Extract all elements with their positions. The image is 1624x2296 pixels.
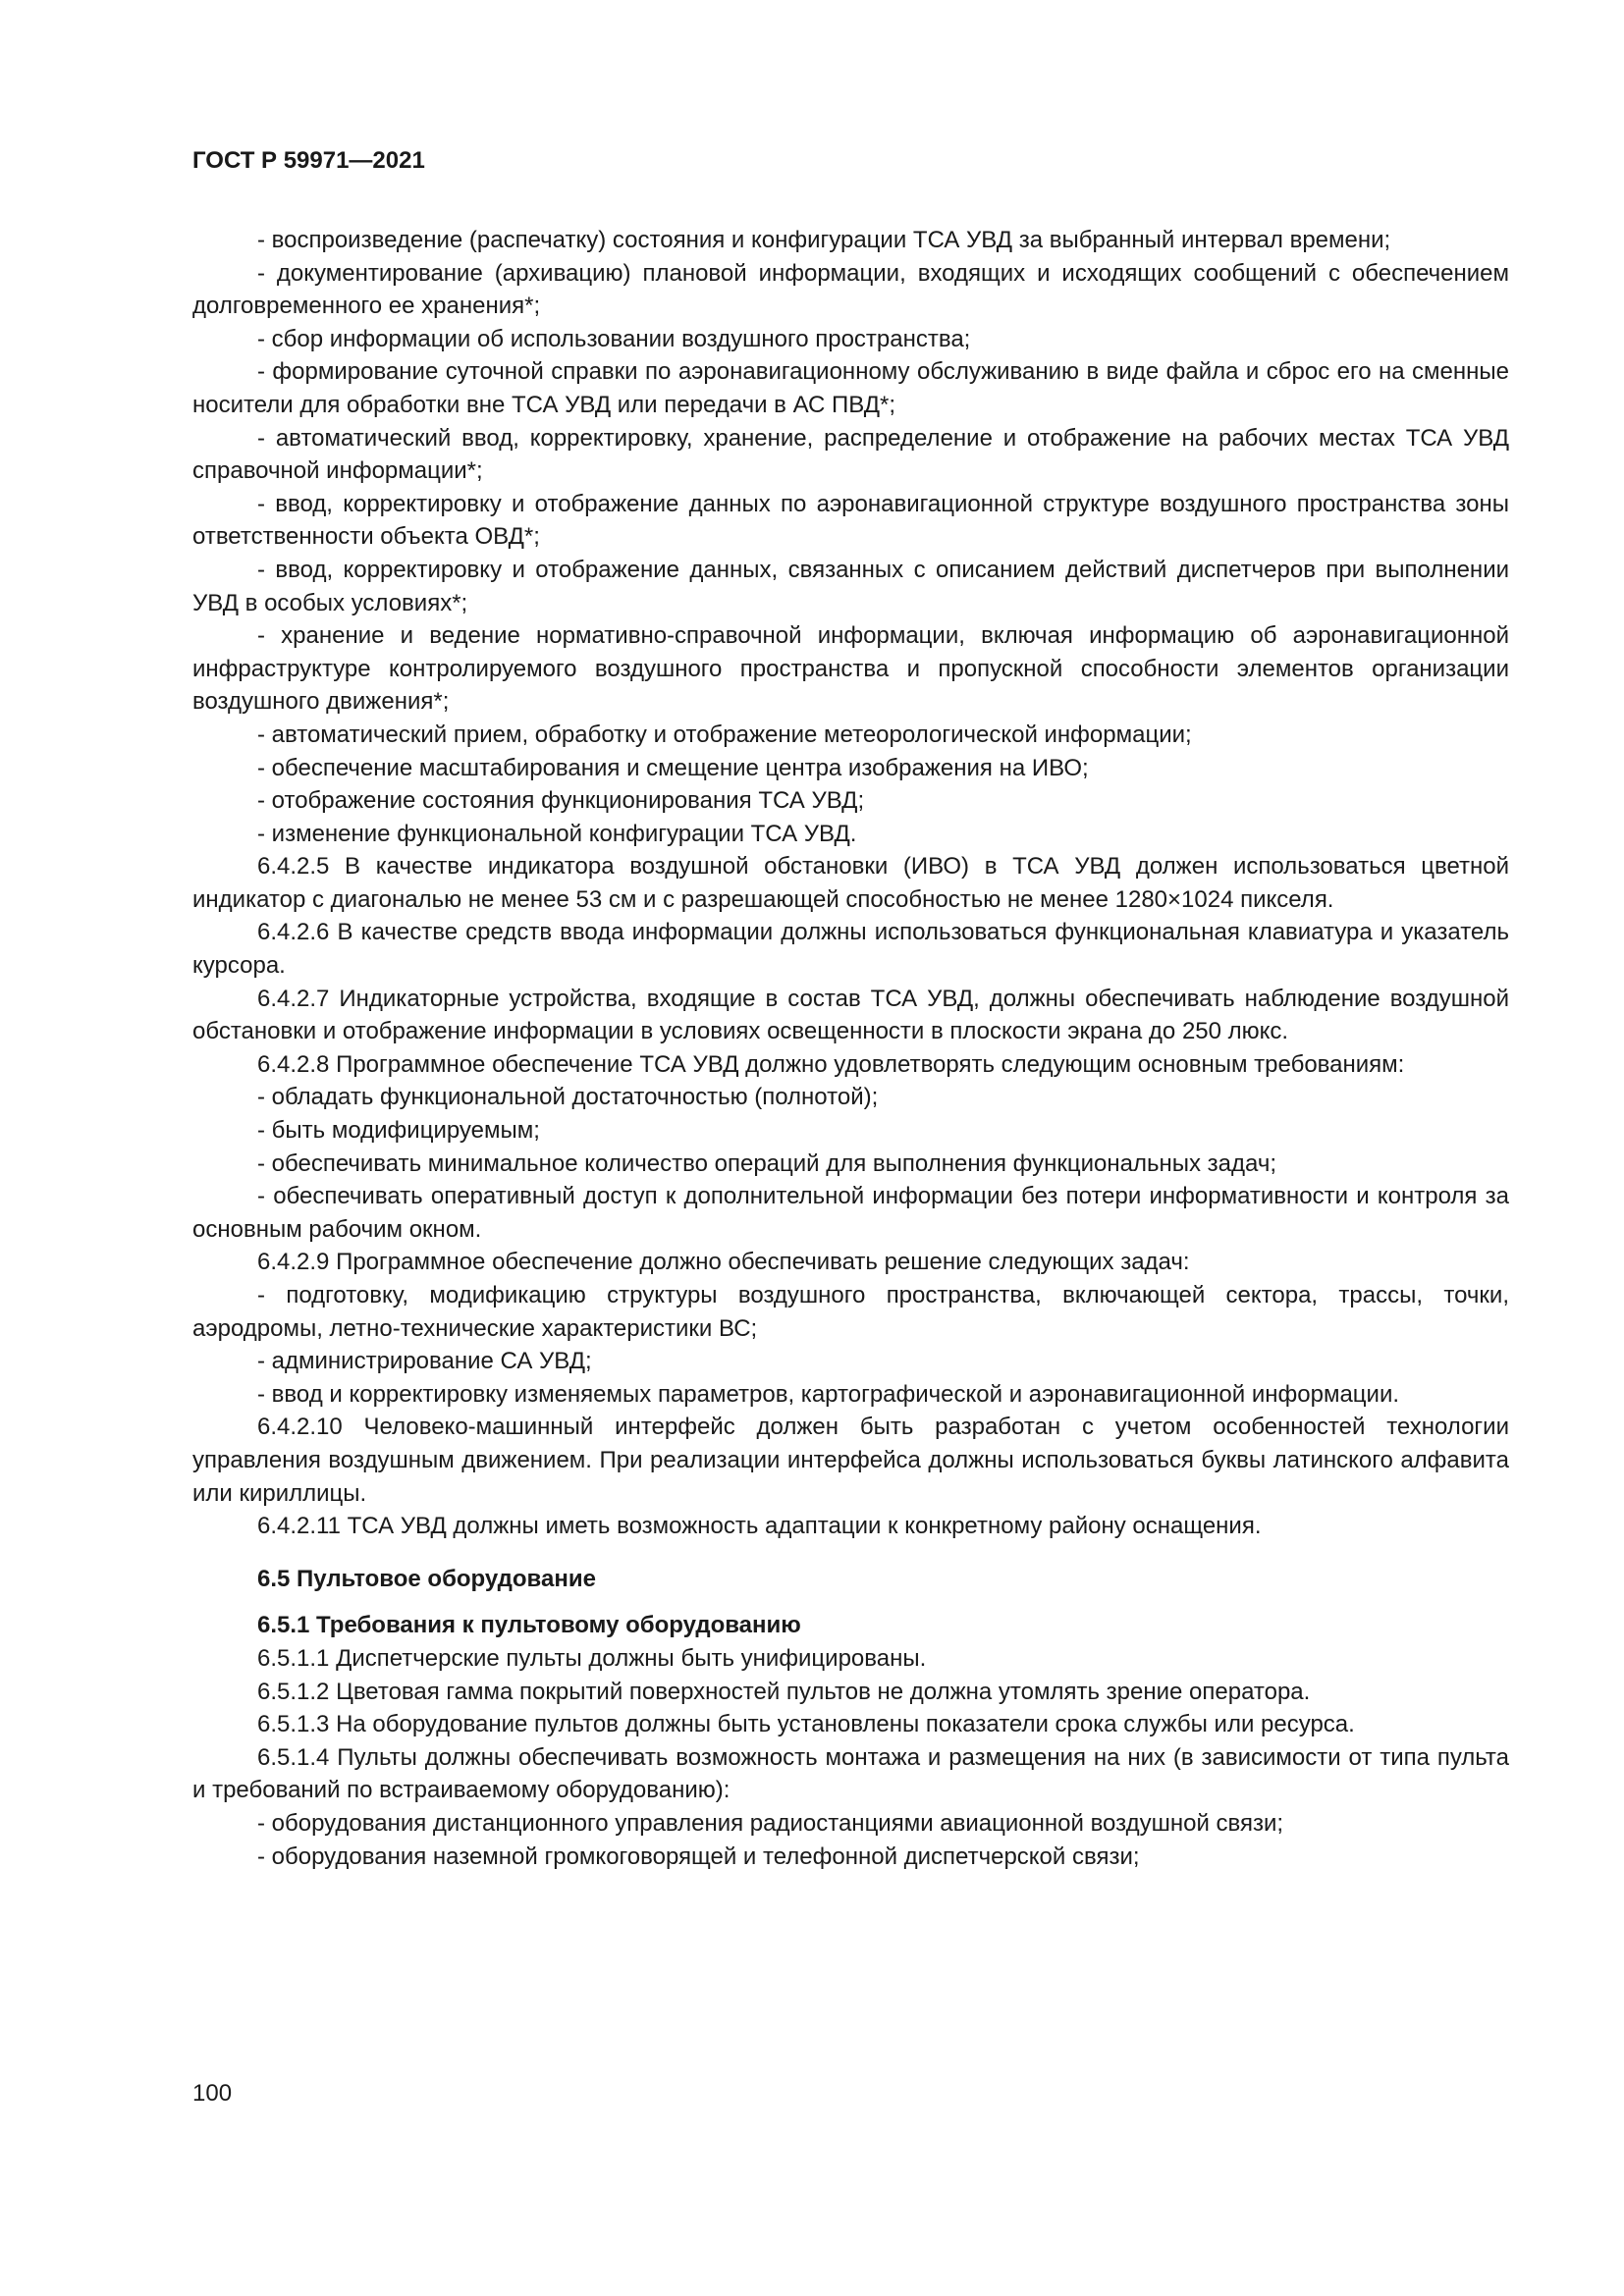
list-item: - отображение состояния функционирования ТСА УВД;	[257, 787, 865, 815]
paragraph: 6.4.2.5 В качестве индикатора воздушной обстановки (ИВО) в ТСА УВД должен использоваться цветной индикатор с диагональю не менее 53 см и с разрешающей способностью не менее 1280×1024 пикселя.	[192, 853, 1509, 913]
paragraph: 6.5.1.4 Пульты должны обеспечивать возможность монтажа и размещения на них (в зависимости от типа пульта и требований по встраиваемому оборудованию):	[192, 1743, 1509, 1804]
list-item: - оборудования наземной громкоговорящей и телефонной диспетчерской связи;	[257, 1842, 1140, 1870]
list-item: - обеспечение масштабирования и смещение центра изображения на ИВО;	[257, 754, 1089, 781]
list-item: - изменение функциональной конфигурации ТСА УВД.	[257, 820, 857, 847]
list-item: - хранение и ведение нормативно-справочной информации, включая информацию об аэронавигационной инфраструктуре контролируемого воздушного пространства и пропускной способности элементов организации воздушного движения*;	[192, 622, 1509, 716]
paragraph: 6.4.2.6 В качестве средств ввода информации должны использоваться функциональная клавиатура и указатель курсора.	[192, 919, 1509, 980]
document-header: ГОСТ Р 59971—2021	[192, 147, 425, 174]
list-item: - подготовку, модификацию структуры воздушного пространства, включающей сектора, трассы, точки, аэродромы, летно-технические характеристики ВС;	[192, 1282, 1509, 1342]
list-item: - автоматический ввод, корректировку, хранение, распределение и отображение на рабочих местах ТСА УВД справочной информации*;	[192, 424, 1509, 485]
list-item: - автоматический прием, обработку и отображение метеорологической информации;	[257, 721, 1192, 748]
list-item: - ввод и корректировку изменяемых параметров, картографической и аэронавигационной информации.	[257, 1380, 1400, 1408]
list-item: - обладать функциональной достаточностью (полнотой);	[257, 1084, 879, 1111]
list-item: - администрирование СА УВД;	[257, 1348, 592, 1375]
paragraph: 6.4.2.11 ТСА УВД должны иметь возможность адаптации к конкретному району оснащения.	[257, 1513, 1262, 1540]
section-heading: 6.5 Пультовое оборудование	[257, 1565, 596, 1592]
paragraph: 6.5.1.1 Диспетчерские пульты должны быть унифицированы.	[257, 1644, 927, 1672]
page-number: 100	[192, 2080, 233, 2107]
list-item: - быть модифицируемым;	[257, 1117, 540, 1145]
list-item: - обеспечивать минимальное количество операций для выполнения функциональных задач;	[257, 1149, 1277, 1177]
paragraph: 6.5.1.3 На оборудование пультов должны быть установлены показатели срока службы или ресурса.	[257, 1711, 1355, 1738]
list-item: - ввод, корректировку и отображение данных по аэронавигационной структуре воздушного пространства зоны ответственности объекта ОВД*;	[192, 490, 1509, 551]
paragraph: 6.4.2.7 Индикаторные устройства, входящие в состав ТСА УВД, должны обеспечивать наблюдение воздушной обстановки и отображение информации в условиях освещенности в плоскости экрана до 250 люкс.	[192, 985, 1509, 1045]
list-item: - сбор информации об использовании воздушного пространства;	[257, 325, 971, 352]
list-item: - обеспечивать оперативный доступ к дополнительной информации без потери информативности и контроля за основным рабочим окном.	[192, 1183, 1509, 1243]
list-item: - ввод, корректировку и отображение данных, связанных с описанием действий диспетчеров при выполнении УВД в особых условиях*;	[192, 556, 1509, 616]
paragraph: 6.4.2.9 Программное обеспечение должно обеспечивать решение следующих задач:	[257, 1249, 1190, 1276]
paragraph: 6.4.2.8 Программное обеспечение ТСА УВД должно удовлетворять следующим основным требованиям:	[257, 1050, 1405, 1078]
list-item: - воспроизведение (распечатку) состояния и конфигурации ТСА УВД за выбранный интервал времени;	[257, 227, 1391, 253]
list-item: - оборудования дистанционного управления радиостанциями авиационной воздушной связи;	[257, 1809, 1284, 1837]
paragraph: 6.4.2.10 Человеко-машинный интерфейс должен быть разработан с учетом особенностей технологии управления воздушным движением. При реализации интерфейса должны использоваться буквы латинского алфавита или кириллицы.	[192, 1414, 1509, 1507]
list-item: - документирование (архивацию) плановой информации, входящих и исходящих сообщений с обеспечением долговременного ее хранения*;	[192, 259, 1509, 320]
list-item: - формирование суточной справки по аэронавигационному обслуживанию в виде файла и сброс его на сменные носители для обработки вне ТСА УВД или передачи в АС ПВД*;	[192, 358, 1509, 418]
document-body	[192, 224, 1509, 1873]
paragraph: 6.5.1.2 Цветовая гамма покрытий поверхностей пультов не должна утомлять зрение оператора.	[257, 1678, 1311, 1705]
subsection-heading: 6.5.1 Требования к пультовому оборудованию	[257, 1612, 801, 1639]
